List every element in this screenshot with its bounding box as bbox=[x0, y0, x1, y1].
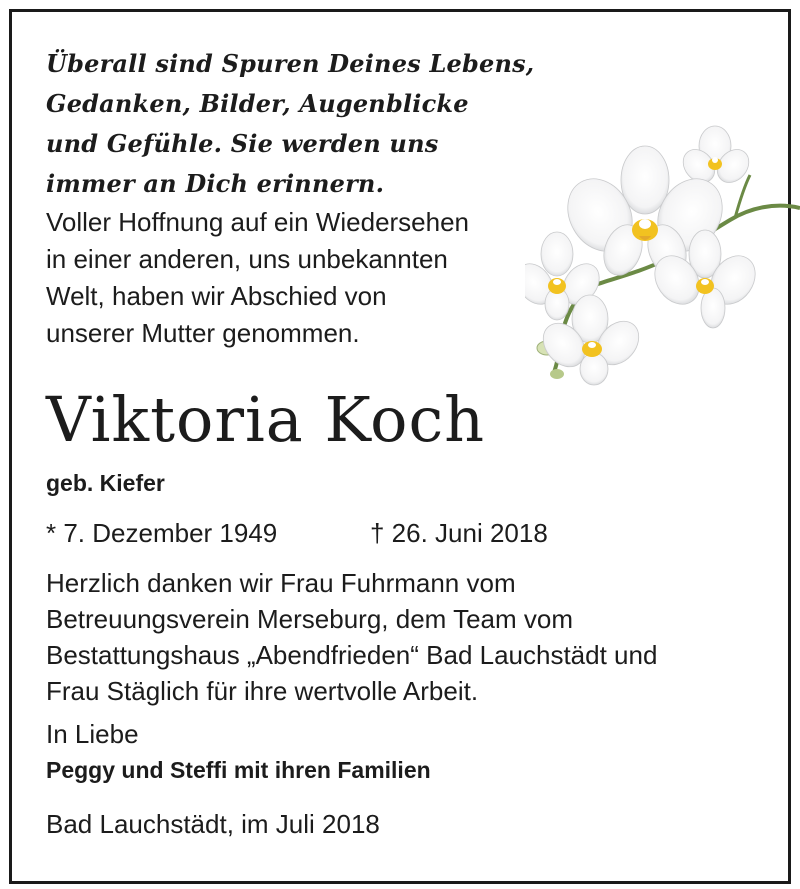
thanks-line: Bestattungshaus „Abendfrieden“ Bad Lauchstädt und bbox=[46, 640, 658, 670]
poem-line: immer an Dich erinnern. bbox=[46, 169, 385, 198]
closing-text: In Liebe bbox=[46, 719, 139, 749]
thanks-line: Betreuungsverein Merseburg, dem Team vom bbox=[46, 604, 573, 634]
place-date: Bad Lauchstädt, im Juli 2018 bbox=[46, 809, 380, 839]
intro-line: Voller Hoffnung auf ein Wiedersehen bbox=[46, 207, 470, 237]
poem-line: Gedanken, Bilder, Augenblicke bbox=[46, 89, 469, 118]
poem-line: Überall sind Spuren Deines Lebens, bbox=[46, 49, 535, 78]
deceased-name: Viktoria Koch bbox=[46, 383, 486, 456]
maiden-name: geb. Kiefer bbox=[46, 470, 165, 496]
orchid-illustration bbox=[525, 120, 800, 390]
thanks-line: Frau Stäglich für ihre wertvolle Arbeit. bbox=[46, 676, 479, 706]
poem-verse bbox=[46, 44, 534, 204]
death-date: † 26. Juni 2018 bbox=[370, 518, 548, 548]
thanks-text bbox=[46, 565, 657, 709]
birth-date: * 7. Dezember 1949 bbox=[46, 518, 278, 548]
poem-line: und Gefühle. Sie werden uns bbox=[46, 129, 439, 158]
thanks-line: Herzlich danken wir Frau Fuhrmann vom bbox=[46, 568, 516, 598]
signature: Peggy und Steffi mit ihren Familien bbox=[46, 757, 431, 783]
intro-line: Welt, haben wir Abschied von bbox=[46, 281, 387, 311]
intro-line: in einer anderen, uns unbekannten bbox=[46, 244, 448, 274]
intro-text bbox=[46, 204, 469, 352]
intro-line: unserer Mutter genommen. bbox=[46, 318, 360, 348]
